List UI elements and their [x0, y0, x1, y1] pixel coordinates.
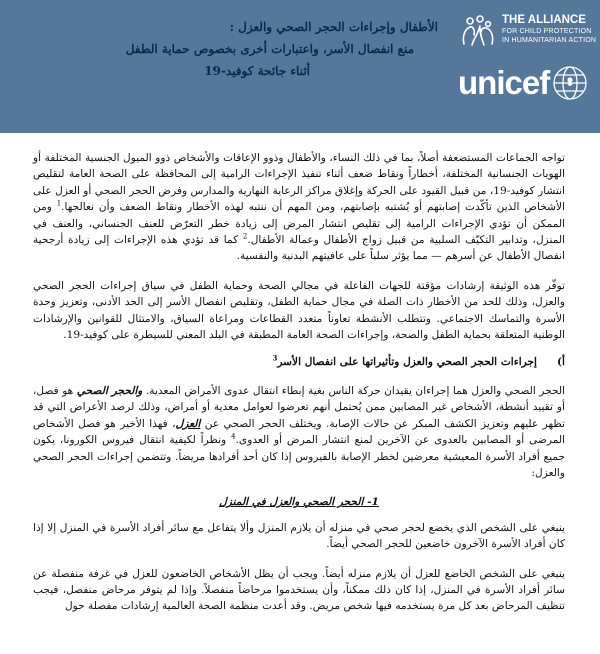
logos — [458, 14, 598, 102]
header-banner — [0, 0, 600, 133]
paragraph-text: ومن الممكن أن تؤدي الإجراءات الرامية إلى تقليص انتشار المرض إلى زيادة خطر التعرّض للعنف الجنساني، والعنف في المنزل، وتدابير التكيّف السلبية من قبيل زواج الأطفال وعمالة الأطفال. — [33, 201, 565, 247]
paragraph-text: الحجر الصحي والعزل هما إجراءان يقيدان حركة الناس بغية إبطاء انتقال عدوى الأمراض المعدية. — [142, 384, 565, 397]
section-title: إجراءات الحجر الصحي والعزل وتأثيراتها على انفصال الأسر — [277, 356, 537, 369]
document-title — [18, 16, 438, 82]
title-line-2: منع انفصال الأسر، واعتبارات أخرى بخصوص حماية الطفل — [125, 42, 414, 56]
paragraph-home-quarantine: ينبغي على الشخص الذي يخضع لحجر صحي في منزله أن يلازم المنزل وألا يتفاعل مع سائر أفراد الأسرة في المنزل إلا إذا كان أفراد الأسرة الآخرون خاضعين للحجر الصحي أيضاً. — [33, 521, 565, 551]
term-isolation: العزل — [175, 417, 201, 430]
paragraph-home-isolation: ينبغي على الشخص الخاضع للعزل أن يلازم منزله أيضاً. ويجب أن يظل الأشخاص الخاضعون للعزل في غرفة منفصلة عن سائر أفراد الأسرة في المنزل، إذا كان ذلك ممكناً، وأن يستخدموا مرحاضاً منفصلاً. وإذا لم يتوفر مرحاض منفصل، فيجب تنظيف المرحاض بعد كل مرة يستخدمه فيها شخص مريض. وقد أعدت منظمة الصحة العالمية إرشادات مفصلة حول — [33, 567, 565, 613]
paragraph-purpose: توفّر هذه الوثيقة إرشادات مؤقتة للجهات الفاعلة في مجالي الصحة وحماية الطفل في سياق إجراءات الحجر الصحي والعزل، وذلك للحد من الأخطار ذات الصلة في مجال حماية الطفل، وتقليص انفصال الأسر إلى الحد الأدنى، وتعزيز وحدة الأسرة والتماسك الاجتماعي. وتتطلب الأنشطة تعاوناً متعدد القطاعات ومراعاة السياق، والامتثال للقوانين والإرشادات الوطنية المتعلقة بحماية الطفل والصحة، وإجراءات الصحة العامة المطبقة في البلد المعني للسيطرة على كوفيد-19. — [33, 279, 565, 342]
alliance-subtitle-2: IN HUMANITARIAN ACTION — [502, 37, 597, 44]
paragraph-text: هو فصل، أو تقييد أنشطة، الأشخاص غير المصابين ممن يُحتمل أنهم تعرضوا لعوامل معدية أو أمراض، وذلك لرصد الأعراض التي قد تظهر عليهم وتعزيز الكشف المبكر عن حالات الإصابة. ويختلف الحجر الصحي عن — [33, 384, 565, 430]
section-heading-a — [33, 354, 565, 370]
paragraph-definitions — [33, 383, 565, 481]
paragraph-intro — [33, 150, 565, 265]
subheading-home-quarantine: 1- الحجر الصحي والعزل في المنزل — [219, 496, 379, 509]
alliance-name: THE ALLIANCE — [502, 14, 586, 26]
document-body — [33, 150, 565, 628]
paragraph-text: ونظراً لكيفية انتقال فيروس الكورونا، يكون جميع أفراد الأسرة المعيشية معرضين لخطر الإصابة بالفيروس إذا كان أحد أفرادها مريضاً. وتتضمن إجراءات الحجر الصحي والعزل: — [33, 434, 565, 479]
alliance-subtitle-1: FOR CHILD PROTECTION — [502, 28, 592, 35]
footnote-ref[interactable]: 3 — [272, 353, 278, 363]
term-quarantine: والحجر الصحي — [76, 384, 143, 397]
alliance-text — [502, 14, 596, 45]
paragraph-text: ، فهذا الأخير هو فصل الأشخاص المرضى أو المصابين بالعدوى عن الآخرين لمنع انتشار المرض أو العدوى. — [33, 417, 565, 447]
paragraph-text: تواجه الجماعات المستضعفة أصلاً، بما في ذلك النساء، والأطفال وذوو الإعاقات والأشخاص ذوو الميول الجنسية المختلفة أو الهويات الجنسانية المختلفة، أخطاراً ونقاط ضعف أثناء تنفيذ الإجراءات الرامية إلى المحافظة على الصحة العامة لتقليص انتشار كوفيد-19، من قبيل القيود على الحركة وإغلاق مراكز الرعاية النهارية والمدارس وفرض الحجر الصحي أو العزل على الأشخاص الذين تأكّدت إصابتهم أو يُشتبه بإصابتهم، ومن المهم أن ننتبه لهذه الأخطار ونقاط الضعف وأن نعالجها. — [33, 152, 565, 214]
footnote-ref[interactable]: 4 — [231, 432, 236, 441]
footnote-ref[interactable]: 1 — [56, 199, 62, 208]
title-line-1: الأطفال وإجراءات الحجر الصحي والعزل : — [229, 20, 438, 34]
family-hands-icon — [458, 14, 498, 48]
unicef-logo — [458, 64, 598, 102]
footnote-ref[interactable]: 2 — [242, 232, 248, 241]
unicef-globe-icon — [551, 64, 589, 102]
section-letter: أ) — [557, 356, 565, 369]
unicef-wordmark: unicef — [458, 64, 550, 101]
title-line-3: أثناء جائحة كوفيد-19 — [204, 64, 310, 78]
alliance-logo — [458, 14, 598, 48]
paragraph-text: كما قد تؤدي هذه الإجراءات إلى زيادة أرجحية انفصال الأطفال عن أسرهم — مما يؤثر سلباً على عافيتهم البدنية والنفسية. — [33, 234, 565, 263]
